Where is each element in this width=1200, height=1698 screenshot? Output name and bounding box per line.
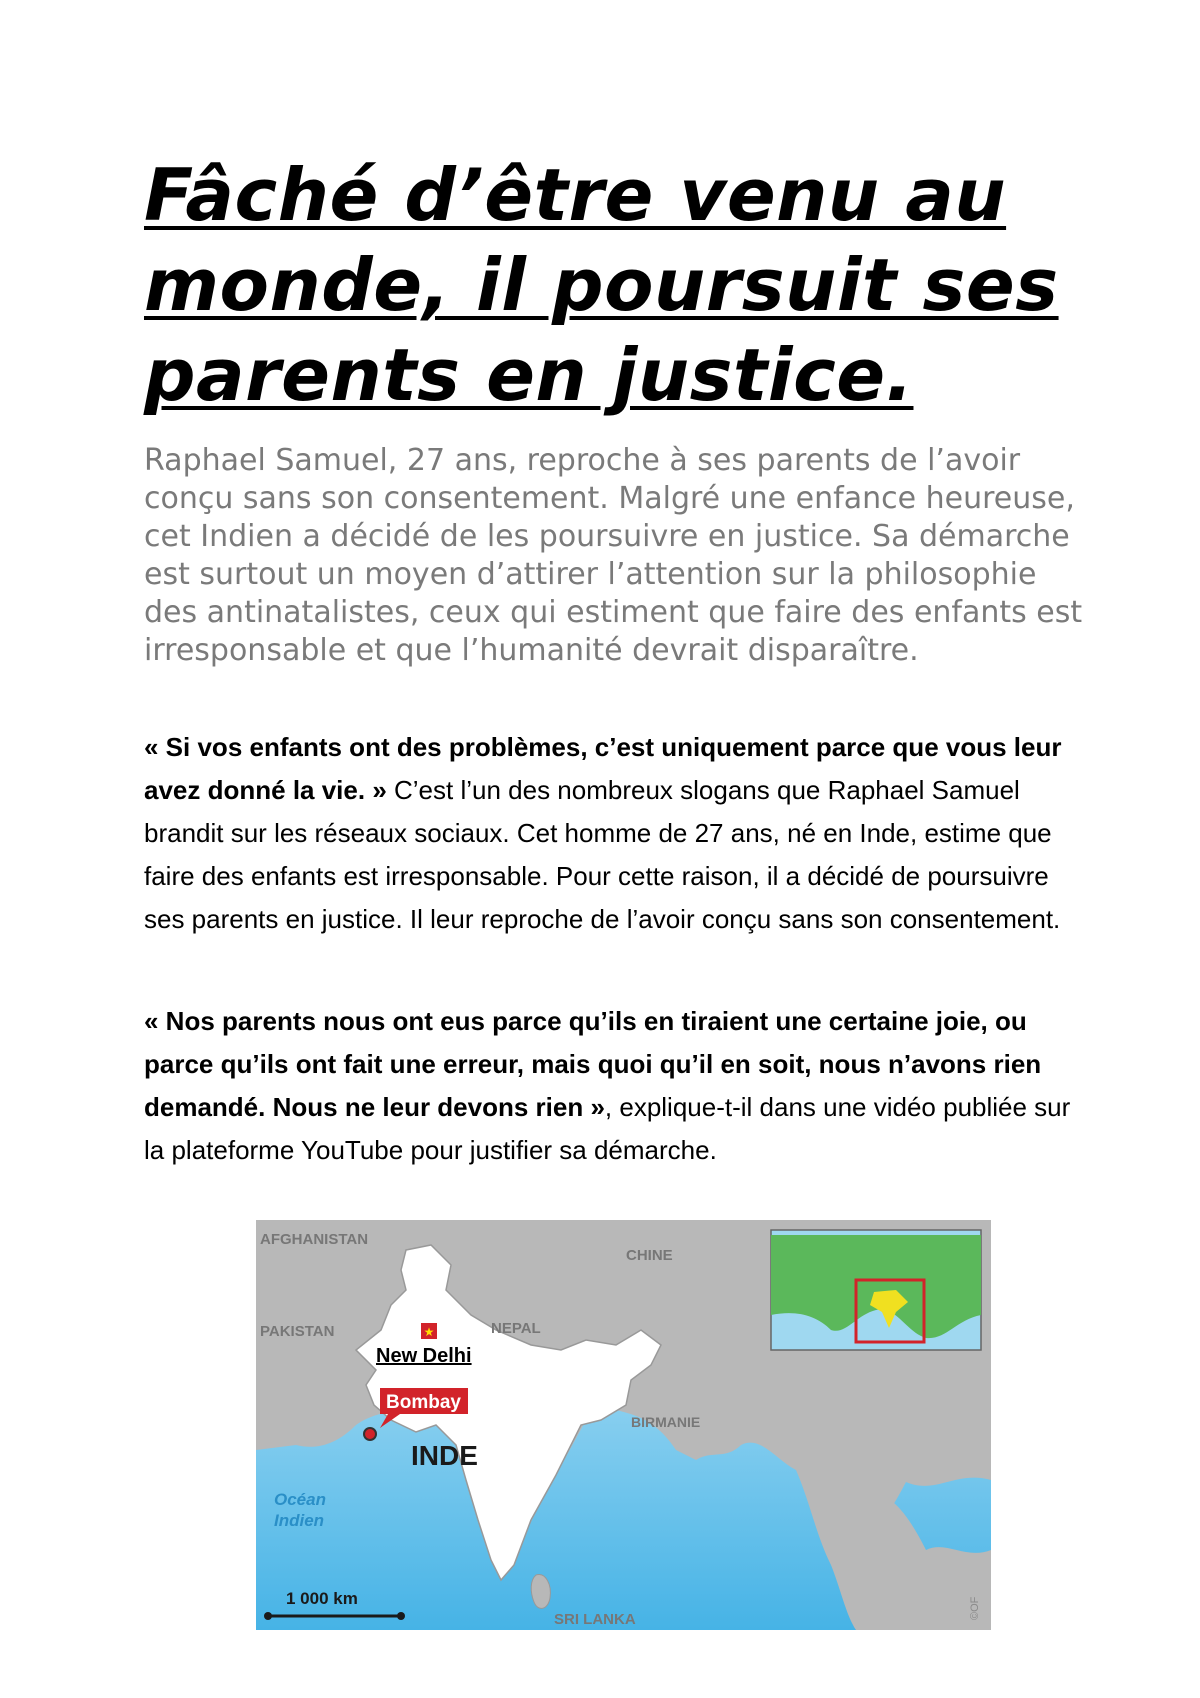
map-credit: ©OF — [969, 1596, 981, 1620]
label-nepal: NEPAL — [491, 1320, 541, 1337]
india-map — [256, 1220, 991, 1630]
label-inde: INDE — [411, 1440, 478, 1471]
bombay-marker — [364, 1428, 376, 1440]
article-paragraph-2 — [144, 1000, 1084, 1172]
label-sri-lanka: SRI LANKA — [554, 1611, 636, 1628]
article-paragraph-1 — [144, 726, 1084, 941]
article-lede: Raphael Samuel, 27 ans, reproche à ses parents de l’avoir conçu sans son consentement. Malgré une enfance heureuse, cet Indien a décidé de les poursuivre en justice. Sa démarche est surtout un moyen d’attirer l’attention sur la philosophie des antinatalistes, ceux qui estiment que faire des enfants est irresponsable et que l’humanité devrait disparaître. — [144, 443, 1083, 668]
label-afghanistan: AFGHANISTAN — [260, 1231, 369, 1248]
sri-lanka-shape — [531, 1575, 550, 1609]
label-bombay: Bombay — [386, 1392, 461, 1413]
label-ocean: Océan — [274, 1490, 326, 1509]
inset-map — [771, 1230, 981, 1350]
paragraph-1-text: C’est l’un des nombreux slogans que Raphael Samuel brandit sur les réseaux sociaux. Cet homme de 27 ans, né en Inde, estime que faire des enfants est irresponsable. Pour cette raison, il a décidé de poursuivre ses parents en justice. Il leur reproche de l’avoir conçu sans son consentement. — [144, 775, 1061, 934]
label-pakistan: PAKISTAN — [260, 1323, 335, 1340]
label-birmanie: BIRMANIE — [631, 1414, 701, 1430]
label-new-delhi: New Delhi — [376, 1345, 472, 1367]
label-chine: CHINE — [626, 1247, 673, 1264]
paragraph-2-quote: « Nos parents nous ont eus parce qu’ils en tiraient une certaine joie, ou parce qu’ils ont fait une erreur, mais quoi qu’il en soit, nous n’avons rien demandé. Nous ne leur devons rien » — [144, 1006, 1042, 1122]
paragraph-1-quote: « Si vos enfants ont des problèmes, c’est uniquement parce que vous leur avez donné la vie. » — [144, 732, 1062, 805]
label-indien: Indien — [274, 1511, 325, 1530]
label-scale: 1 000 km — [286, 1589, 358, 1608]
paragraph-2-text: , explique-t-il dans une vidéo publiée sur la plateforme YouTube pour justifier sa démarche. — [144, 1092, 1071, 1165]
svg-text:★: ★ — [423, 1325, 435, 1339]
article-title: Fâché d’être venu au monde, il poursuit ses parents en justice. — [144, 153, 1059, 417]
